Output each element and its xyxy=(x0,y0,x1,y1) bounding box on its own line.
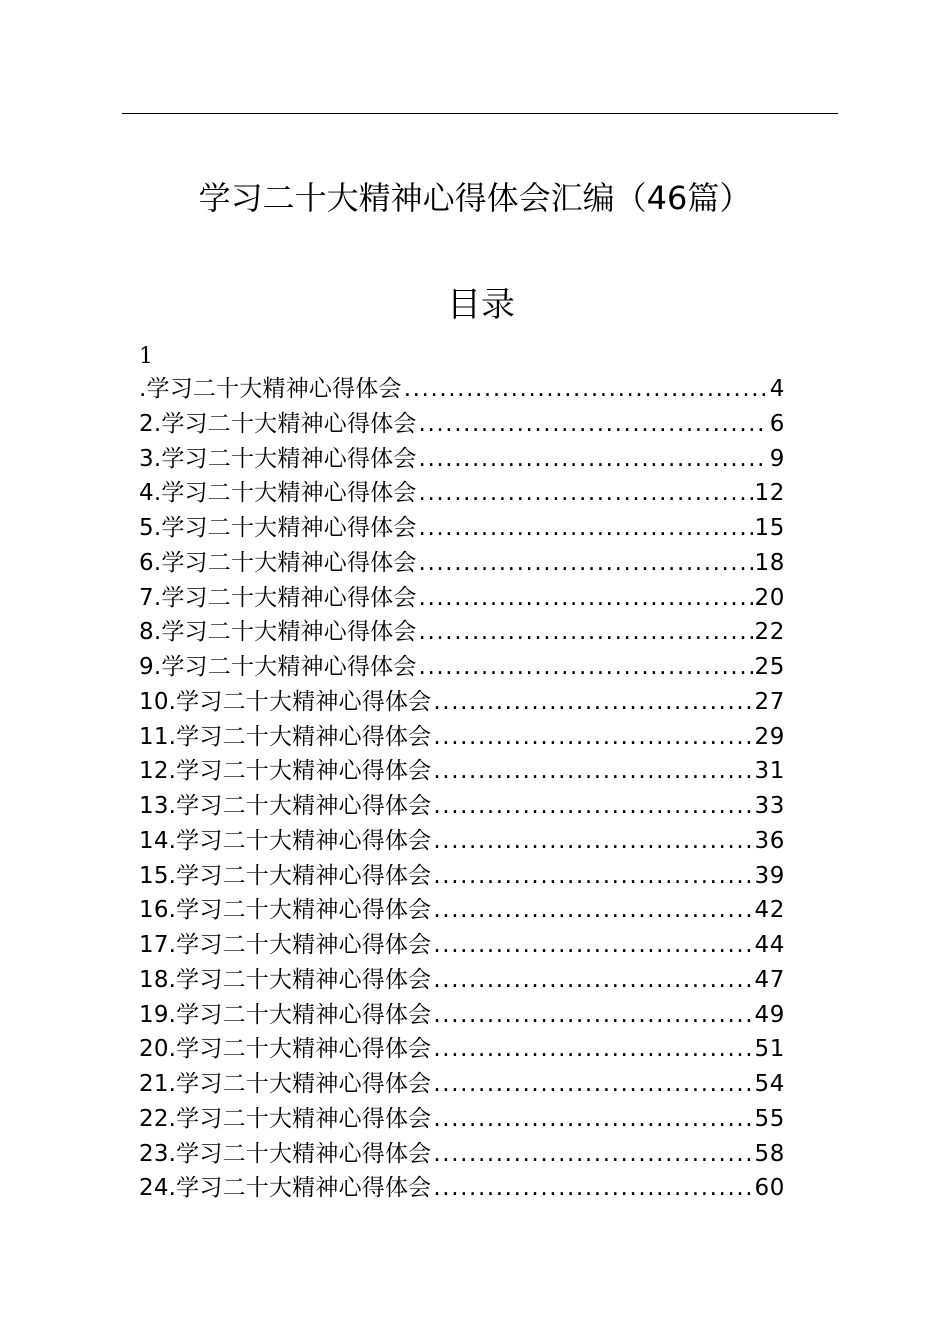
toc-entry-page-number: 39 xyxy=(754,862,785,889)
toc-entry-page-number: 55 xyxy=(754,1105,785,1132)
toc-entry-label: 9.学习二十大精神心得体会 xyxy=(139,654,417,680)
toc-entry-label: 19.学习二十大精神心得体会 xyxy=(139,1001,432,1028)
toc-entry-label: 4.学习二十大精神心得体会 xyxy=(139,480,417,507)
toc-entry-page-number: 18 xyxy=(754,549,785,576)
toc-entry[interactable] xyxy=(139,859,785,894)
toc-entry-label: 12.学习二十大精神心得体会 xyxy=(139,758,432,785)
toc-entry[interactable] xyxy=(139,754,785,789)
toc-entry-label: 24.学习二十大精神心得体会 xyxy=(139,1175,432,1202)
toc-entry[interactable] xyxy=(139,476,785,511)
toc-entry[interactable] xyxy=(139,372,785,407)
toc-entry-page-number: 54 xyxy=(754,1071,785,1097)
toc-dot-leader xyxy=(419,581,753,616)
toc-entry-label: .学习二十大精神心得体会 xyxy=(139,376,402,402)
toc-dot-leader xyxy=(433,754,752,789)
toc-dot-leader xyxy=(419,476,753,511)
toc-entry[interactable] xyxy=(139,720,785,755)
toc-entry-page-number: 36 xyxy=(754,827,785,854)
toc-entry[interactable] xyxy=(139,1102,785,1137)
toc-entry-page-number: 25 xyxy=(754,654,785,680)
toc-entry[interactable] xyxy=(139,1032,785,1067)
toc-entry[interactable] xyxy=(139,963,785,998)
toc-entry[interactable] xyxy=(139,615,785,650)
toc-dot-leader xyxy=(404,372,768,407)
toc-entry-page-number: 42 xyxy=(754,897,785,924)
toc-entry-page-number: 4 xyxy=(769,376,785,402)
toc-heading: 目录 xyxy=(447,285,515,325)
toc-entry-page-number: 58 xyxy=(754,1140,785,1167)
toc-dot-leader xyxy=(433,859,752,894)
toc-dot-leader xyxy=(433,893,752,928)
toc-entry-page-number: 33 xyxy=(754,793,785,819)
toc-entry[interactable] xyxy=(139,893,785,928)
toc-entry[interactable] xyxy=(139,407,785,442)
toc-entry-label: 7.学习二十大精神心得体会 xyxy=(139,584,417,611)
toc-entry-label: 11.学习二十大精神心得体会 xyxy=(139,723,432,750)
toc-entry[interactable] xyxy=(139,650,785,685)
toc-dot-leader xyxy=(433,720,752,755)
toc-entry[interactable] xyxy=(139,1067,785,1102)
toc-dot-leader xyxy=(433,963,752,998)
toc-entry-label: 10.学习二十大精神心得体会 xyxy=(139,688,432,715)
toc-entry-page-number: 9 xyxy=(769,445,785,472)
toc-dot-leader xyxy=(433,928,752,963)
toc-entry-label: 5.学习二十大精神心得体会 xyxy=(139,515,417,541)
toc-dot-leader xyxy=(419,511,753,546)
toc-entry-label: 21.学习二十大精神心得体会 xyxy=(139,1071,432,1097)
toc-entry-label: 2.学习二十大精神心得体会 xyxy=(139,410,417,437)
toc-entry-page-number: 27 xyxy=(754,688,785,715)
toc-entry-label: 20.学习二十大精神心得体会 xyxy=(139,1036,432,1063)
toc-entry-label: 6.学习二十大精神心得体会 xyxy=(139,549,417,576)
toc-dot-leader xyxy=(419,442,768,477)
toc-dot-leader xyxy=(419,407,768,442)
toc-entry-page-number: 29 xyxy=(754,723,785,750)
toc-entry[interactable] xyxy=(139,789,785,824)
toc-dot-leader xyxy=(419,650,753,685)
toc-entry[interactable] xyxy=(139,1171,785,1206)
toc-entry[interactable] xyxy=(139,998,785,1033)
toc-dot-leader xyxy=(433,1171,752,1206)
toc-entry[interactable] xyxy=(139,685,785,720)
toc-entry-page-number: 51 xyxy=(754,1036,785,1063)
toc-entry[interactable] xyxy=(139,442,785,477)
toc-entry-page-number: 44 xyxy=(754,932,785,958)
toc-dot-leader xyxy=(433,824,752,859)
toc-entry-label: 14.学习二十大精神心得体会 xyxy=(139,827,432,854)
header-rule xyxy=(122,113,838,114)
toc-dot-leader xyxy=(419,546,753,581)
toc-entry-label: 16.学习二十大精神心得体会 xyxy=(139,897,432,924)
toc-entry-page-number: 22 xyxy=(754,619,785,646)
toc-entry[interactable] xyxy=(139,928,785,963)
toc-dot-leader xyxy=(433,1067,752,1102)
toc-entry-page-number: 47 xyxy=(754,966,785,993)
toc-entry-page-number: 20 xyxy=(754,584,785,611)
toc-entry-label: 8.学习二十大精神心得体会 xyxy=(139,619,417,646)
toc-entry[interactable] xyxy=(139,581,785,616)
document-title: 学习二十大精神心得体会汇编（46篇） xyxy=(198,179,752,217)
toc-dot-leader xyxy=(419,615,753,650)
toc-dot-leader xyxy=(433,789,752,824)
toc-dot-leader xyxy=(433,685,752,720)
toc-entry-page-number: 6 xyxy=(769,410,785,437)
toc-entry-label: 13.学习二十大精神心得体会 xyxy=(139,793,432,819)
toc-entry-label: 18.学习二十大精神心得体会 xyxy=(139,966,432,993)
toc-entry-page-number: 12 xyxy=(754,480,785,507)
toc-entry-label: 23.学习二十大精神心得体会 xyxy=(139,1140,432,1167)
toc-entry[interactable] xyxy=(139,546,785,581)
toc-first-entry-number: 1 xyxy=(139,344,153,369)
toc-entry-page-number: 31 xyxy=(754,758,785,785)
toc-entry[interactable] xyxy=(139,511,785,546)
toc-entry-label: 15.学习二十大精神心得体会 xyxy=(139,862,432,889)
toc-entry[interactable] xyxy=(139,1137,785,1172)
toc-entry-page-number: 60 xyxy=(754,1175,785,1202)
toc-dot-leader xyxy=(433,1032,752,1067)
toc-dot-leader xyxy=(433,1137,752,1172)
toc-entry[interactable] xyxy=(139,824,785,859)
toc-entry-page-number: 15 xyxy=(754,515,785,541)
toc-dot-leader xyxy=(433,998,752,1033)
table-of-contents xyxy=(139,372,785,1206)
toc-entry-label: 3.学习二十大精神心得体会 xyxy=(139,445,417,472)
toc-entry-page-number: 49 xyxy=(754,1001,785,1028)
toc-entry-label: 22.学习二十大精神心得体会 xyxy=(139,1105,432,1132)
toc-dot-leader xyxy=(433,1102,752,1137)
toc-entry-label: 17.学习二十大精神心得体会 xyxy=(139,932,432,958)
